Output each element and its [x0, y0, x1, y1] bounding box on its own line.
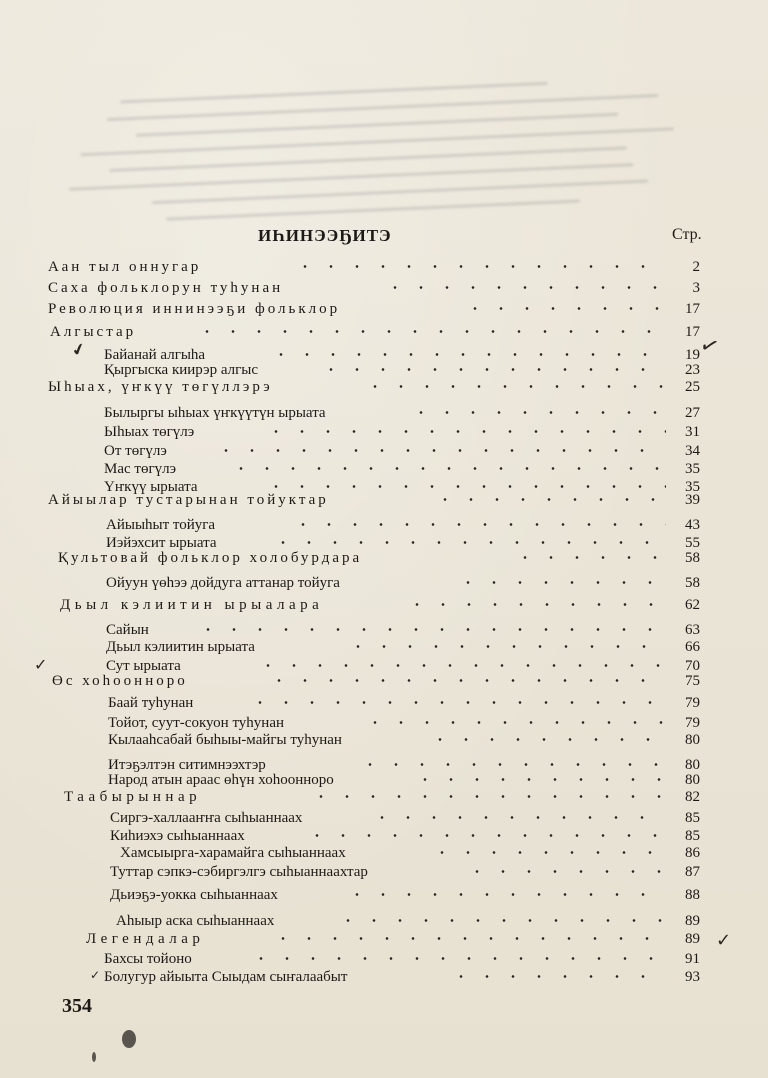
leader-dots — [266, 679, 666, 682]
leader-dots — [344, 893, 666, 896]
toc-entry — [50, 322, 700, 342]
leader-dots — [248, 957, 666, 960]
toc-entry — [106, 573, 700, 593]
toc-entry-title: Алгыстар — [50, 324, 137, 340]
toc-entry — [104, 967, 700, 987]
ink-smudge — [92, 1052, 96, 1062]
toc-entry-title: Иэйэхсит ырыата — [106, 535, 217, 551]
toc-entry-page: 89 — [685, 931, 700, 947]
leader-dots — [432, 498, 666, 501]
ink-smudge — [122, 1030, 136, 1048]
page-number: 354 — [62, 995, 92, 1017]
toc-entry-page: 88 — [685, 887, 700, 903]
leader-dots — [318, 368, 666, 371]
toc-entry-title: Киһиэхэ сыһыаннаах — [110, 828, 245, 844]
toc-entry-page: 58 — [685, 575, 700, 591]
toc-entry-title: Былыргы ыһыах үҥкүүтүн ырыата — [104, 405, 326, 421]
leader-dots — [408, 411, 666, 414]
toc-entry-title: Итэҕэлтэн ситимнээхтэр — [108, 757, 266, 773]
leader-dots — [404, 603, 666, 606]
toc-entry-title: Баай туһунан — [108, 695, 194, 711]
toc-entry-page: 82 — [685, 789, 700, 805]
toc-entry — [108, 693, 700, 713]
toc-entry-title: Мас төгүлэ — [104, 461, 177, 477]
toc-entry-title: Болугур айыыта Сыыдам сыҥалаабыт — [104, 969, 348, 985]
toc-entry — [104, 949, 700, 969]
toc-entry — [60, 595, 700, 615]
toc-entry — [108, 730, 700, 750]
toc-entry-title: Дьиэҕэ-уокка сыһыаннаах — [110, 887, 278, 903]
toc-entry-title: Аһыыр аска сыһыаннаах — [116, 913, 275, 929]
leader-dots — [194, 330, 666, 333]
toc-entry-page: 43 — [685, 517, 700, 533]
toc-entry-title: Сут ырыата — [106, 658, 181, 674]
toc-entry-page: 3 — [692, 280, 700, 296]
toc-entry-title: Сайын — [106, 622, 149, 638]
toc-entry-page: 39 — [685, 492, 700, 508]
toc-entry-title: Ыһыах, үҥкүү төгүллэрэ — [48, 379, 273, 395]
toc-entry-page: 55 — [685, 535, 700, 551]
toc-entry-page: 34 — [685, 443, 700, 459]
leader-dots — [512, 556, 666, 559]
toc-entry-page: 27 — [685, 405, 700, 421]
leader-dots — [369, 816, 666, 819]
leader-dots — [263, 430, 666, 433]
toc-entry-page: 80 — [685, 772, 700, 788]
toc-entry — [104, 459, 700, 479]
leader-dots — [464, 870, 666, 873]
toc-entry-title: Дьыл кэлиитин ырыалара — [60, 597, 324, 613]
toc-entry-page: 89 — [685, 913, 700, 929]
toc-entry-title: Таабырыннар — [64, 789, 202, 805]
toc-entry-title: Сиргэ-халлааҥҥа сыһыаннаах — [110, 810, 303, 826]
toc-entry-page: 75 — [685, 673, 700, 689]
leader-dots — [357, 763, 666, 766]
toc-entry-title: Кылааһсабай быһыы-майгы туһунан — [108, 732, 342, 748]
leader-dots — [455, 581, 666, 584]
toc-entry — [52, 671, 700, 691]
leader-dots — [429, 851, 666, 854]
toc-entry-page: 80 — [685, 732, 700, 748]
toc-entry — [104, 422, 700, 442]
leader-dots — [290, 523, 666, 526]
leader-dots — [213, 449, 666, 452]
toc-title: ИҺИНЭЭҔИТЭ — [258, 226, 392, 245]
toc-entry — [110, 885, 700, 905]
toc-entry-page: 80 — [685, 757, 700, 773]
toc-entry — [106, 515, 700, 535]
toc-entry — [86, 929, 700, 949]
leader-dots — [427, 738, 666, 741]
toc-entry-page: 31 — [685, 424, 700, 440]
toc-entry-title: Революция иннинээҕи фольклор — [48, 301, 341, 317]
toc-entry-title: Дьыл кэлиитин ырыата — [106, 639, 255, 655]
leader-dots — [228, 467, 666, 470]
toc-entry-title: Өс хоһоонноро — [52, 673, 188, 689]
toc-entry-page: 79 — [685, 715, 700, 731]
toc-entry-page: 25 — [685, 379, 700, 395]
toc-entry — [106, 637, 700, 657]
leader-dots — [263, 485, 666, 488]
toc-entry — [110, 862, 700, 882]
toc-entry-page: 63 — [685, 622, 700, 638]
toc-entry-page: 2 — [692, 259, 700, 275]
toc-entry — [120, 843, 700, 863]
leader-dots — [335, 919, 666, 922]
toc-entry-page: 19 — [685, 347, 700, 363]
leader-dots — [308, 795, 666, 798]
toc-entry-title: Ойуун үөһээ дойдуга аттанар тойуга — [106, 575, 340, 591]
toc-entry — [116, 911, 700, 931]
toc-entry-title: От төгүлэ — [104, 443, 167, 459]
toc-entry — [110, 808, 700, 828]
toc-entry-page: 62 — [685, 597, 700, 613]
pencil-tick-icon: ✓ — [90, 968, 101, 982]
leader-dots — [362, 721, 666, 724]
toc-entry — [64, 787, 700, 807]
leader-dots — [195, 628, 666, 631]
toc-entry-page: 35 — [685, 479, 700, 495]
toc-entry — [48, 278, 700, 298]
pencil-tick-icon: ✓ — [716, 930, 732, 951]
toc-entry-title: Хамсыырга-харамайга сыһыаннаах — [120, 845, 346, 861]
toc-entry — [48, 257, 700, 277]
toc-entry-page: 70 — [685, 658, 700, 674]
toc-entry — [48, 377, 700, 397]
toc-entry-title: Аан тыл оннугар — [48, 259, 202, 275]
toc-entry-title: Народ атын араас өһүн хоһоонноро — [108, 772, 334, 788]
toc-entry-page: 86 — [685, 845, 700, 861]
toc-entry-page: 87 — [685, 864, 700, 880]
toc-entry-page: 93 — [685, 969, 700, 985]
leader-dots — [412, 778, 666, 781]
toc-entry-page: 58 — [685, 550, 700, 566]
pencil-check-icon: ✔ — [69, 338, 89, 361]
toc-entry-title: Айыылар тустарынан тойуктар — [48, 492, 329, 508]
toc-entry — [48, 490, 700, 510]
toc-entry-title: Қыргыска киирэр алгыс — [104, 362, 259, 378]
leader-dots — [382, 286, 666, 289]
page-column-header: Стр. — [672, 226, 702, 243]
toc-entry-page: 66 — [685, 639, 700, 655]
leader-dots — [255, 664, 666, 667]
leader-dots — [462, 307, 666, 310]
pencil-tick-icon: ✓ — [34, 655, 48, 674]
toc-entry — [58, 548, 700, 568]
toc-entry-page: 85 — [685, 828, 700, 844]
toc-entry-title: Бахсы тойоно — [104, 951, 192, 967]
leader-dots — [292, 265, 666, 268]
toc-entry-title: Тойот, суут-сокуон туһунан — [108, 715, 285, 731]
leader-dots — [448, 975, 666, 978]
leader-dots — [362, 385, 666, 388]
toc-entry-page: 23 — [685, 362, 700, 378]
leader-dots — [247, 701, 666, 704]
leader-dots — [304, 834, 666, 837]
toc-entry-page: 17 — [685, 324, 700, 340]
toc-entry — [104, 403, 700, 423]
toc-entry-title: Туттар сэпкэ-сэбиргэлгэ сыһыаннаахтар — [110, 864, 368, 880]
toc-entry — [48, 299, 700, 319]
leader-dots — [270, 937, 666, 940]
toc-entry-title: Қультовай фольклор холобурдара — [58, 550, 363, 566]
leader-dots — [268, 353, 666, 356]
toc-entry-title: Үҥкүү ырыата — [104, 479, 198, 495]
toc-entry-title: Ыһыах төгүлэ — [104, 424, 195, 440]
leader-dots — [270, 541, 666, 544]
pencil-checkmark-icon: ✓ — [696, 331, 723, 362]
toc-entry-title: Саха фольклорун туһунан — [48, 280, 284, 296]
toc-entry-page: 35 — [685, 461, 700, 477]
toc-entry-title: Айыыһыт тойуга — [106, 517, 216, 533]
toc-entry-page: 17 — [685, 301, 700, 317]
toc-entry-title: Байанай алгыһа — [104, 347, 206, 363]
toc-entry — [104, 441, 700, 461]
toc-entry-page: 79 — [685, 695, 700, 711]
leader-dots — [345, 645, 666, 648]
toc-entry-title: Легендалар — [86, 931, 205, 947]
toc-entry-page: 85 — [685, 810, 700, 826]
toc-entry-page: 91 — [685, 951, 700, 967]
